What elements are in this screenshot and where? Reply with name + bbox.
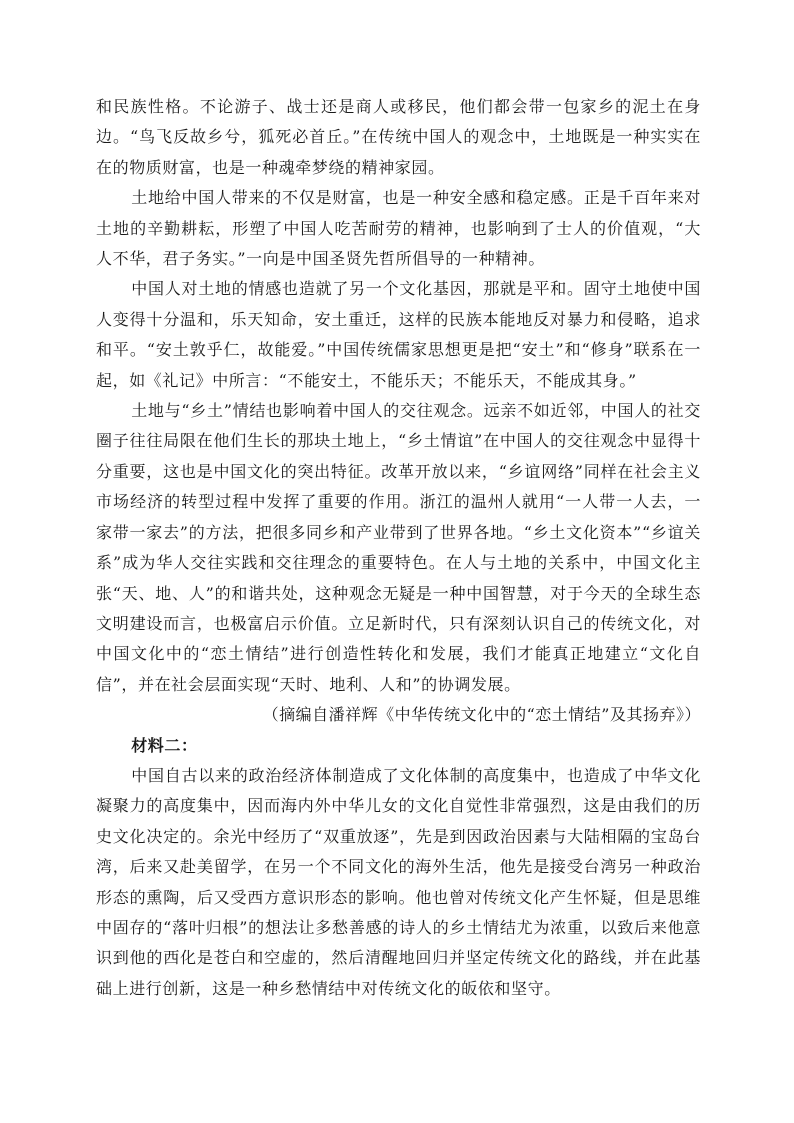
- paragraph-material-two: 中国自古以来的政治经济体制造成了文化体制的高度集中，也造成了中华文化凝聚力的高度集中，因而海内外中华儿女的文化自觉性非常强烈，这是由我们的历史文化决定的。余光中经历了“双重放逐”，先是到因政治因素与大陆相隔的宝岛台湾，后来又赴美留学，在另一个不同文化的海外生活，他先是接受台湾另一种政治形态的熏陶，后又受西方意识形态的影响。他也曾对传统文化产生怀疑，但是思维中固存的“落叶归根”的想法让多愁善感的诗人的乡土情结尤为浓重，以致后来他意识到他的西化是苍白和空虚的，然后清醒地回归并坚定传统文化的路线，并在此基础上进行创新，这是一种乡愁情结中对传统文化的皈依和坚守。: [96, 765, 701, 998]
- paragraph-land-security: 土地给中国人带来的不仅是财富，也是一种安全感和稳定感。正是千百年来对土地的辛勤耕耘，形塑了中国人吃苦耐劳的精神，也影响到了士人的价值观，“大人不华，君子务实。”一向是中国圣贤先哲所倡导的一种精神。: [96, 188, 701, 269]
- paragraph-peace-gene: 中国人对土地的情感也造就了另一个文化基因，那就是平和。固守土地使中国人变得十分温和，乐天知命，安土重迁，这样的民族本能地反对暴力和侵略，追求和平。“安土敦乎仁，故能爱。”中国传统儒家思想更是把“安土”和“修身”联系在一起，如《礼记》中所言：“不能安土，不能乐天；不能乐天，不能成其身。”: [96, 279, 701, 390]
- paragraph-continuation: 和民族性格。不论游子、战士还是商人或移民，他们都会带一包家乡的泥土在身边。“鸟飞反故乡兮，狐死必首丘。”在传统中国人的观念中，土地既是一种实实在在的物质财富，也是一种魂牵梦绕的精神家园。: [96, 97, 701, 177]
- document-page: [96, 92, 701, 1004]
- paragraph-social-concept: 土地与“乡土”情结也影响着中国人的交往观念。远亲不如近邻，中国人的社交圈子往往局限在他们生长的那块土地上，“乡土情谊”在中国人的交往观念中显得十分重要，这也是中国文化的突出特征。改革开放以来，“乡谊网络”同样在社会主义市场经济的转型过程中发挥了重要的作用。浙江的温州人就用“一人带一人去，一家带一家去”的方法，把很多同乡和产业带到了世界各地。“乡土文化资本”“乡谊关系”成为华人交往实践和交往理念的重要特色。在人与土地的关系中，中国文化主张“天、地、人”的和谐共处，这种观念无疑是一种中国智慧，对于今天的全球生态文明建设而言，也极富启示价值。立足新时代，只有深刻认识自己的传统文化，对中国文化中的“恋土情结”进行创造性转化和发展，我们才能真正地建立“文化自信”，并在社会层面实现“天时、地利、人和”的协调发展。: [96, 401, 701, 694]
- source-citation: （摘编自潘祥辉《中华传统文化中的“恋土情结”及其扬弃》）: [262, 705, 701, 725]
- material-two-heading: 材料二：: [131, 735, 198, 755]
